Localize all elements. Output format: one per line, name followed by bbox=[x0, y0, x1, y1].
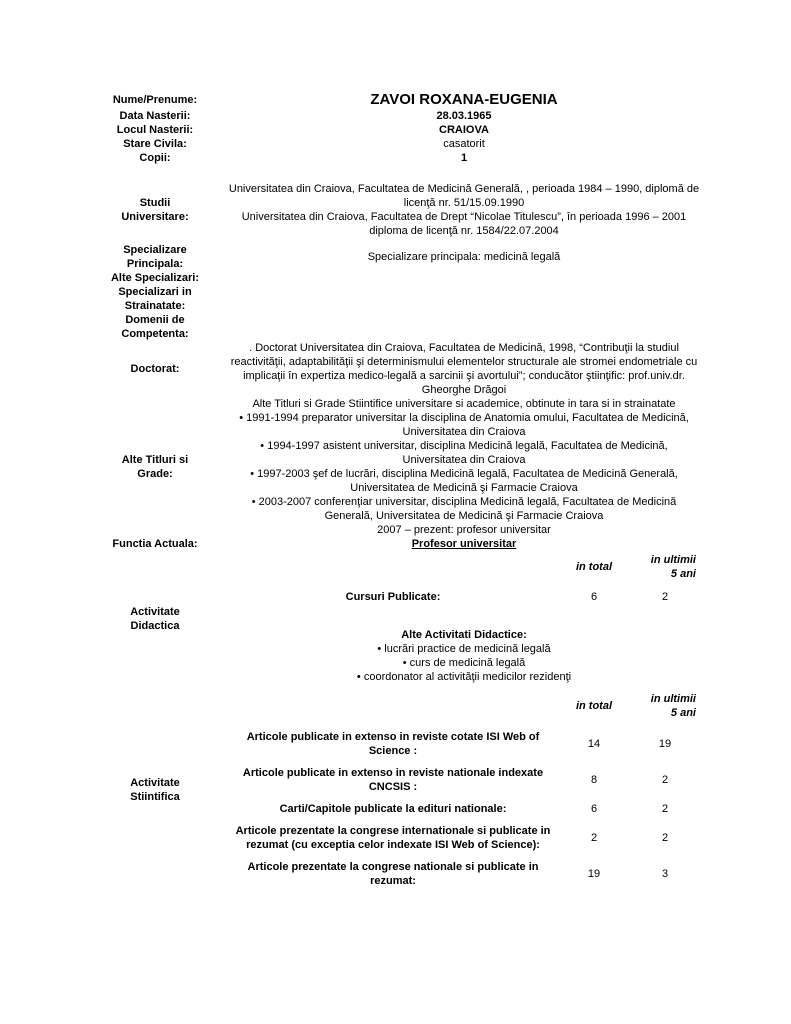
row-doctorat bbox=[95, 341, 700, 397]
label-doctorat: Doctorat: bbox=[130, 363, 180, 375]
label-copii: Copii: bbox=[139, 152, 171, 164]
studii-line-2: Universitatea din Craiova, Facultatea de Drept “Nicolae Titulescu”, în perioada 1996 – 2001 diploma de licenţă nr. 1584/22.07.2004 bbox=[241, 211, 687, 237]
didactica-col-in-ultimii-5-ani: in ultimii 5 ani bbox=[650, 554, 696, 580]
value-specializare-principala: Specializare principala: medicină legală bbox=[367, 251, 561, 263]
articole-isi-last5: 19 bbox=[658, 738, 672, 750]
stat-row-congrese-nationale: Articole prezentate la congrese nationale si publicate in rezumat: 19 3 bbox=[228, 860, 700, 888]
row-functia-actuala bbox=[95, 537, 700, 551]
congrese-internationale-total: 2 bbox=[590, 832, 598, 844]
studii-line-1: Universitatea din Craiova, Facultatea de Medicină Generală, , perioada 1984 – 1990, diplomă de licenţă nr. 51/15.09.1990 bbox=[228, 183, 700, 209]
cv-document bbox=[95, 91, 700, 888]
row-activitate-didactica bbox=[95, 553, 700, 684]
alte-activitati-bullet-3: • coordonator al activităţii medicilor rezidenţi bbox=[228, 670, 700, 684]
value-studii-universitare bbox=[228, 182, 700, 238]
label-data-nasterii: Data Nasterii: bbox=[119, 110, 191, 122]
articole-cncsis-last5: 2 bbox=[661, 774, 669, 786]
row-specializare-principala bbox=[95, 243, 700, 271]
stiintifica-content bbox=[228, 692, 700, 888]
congrese-internationale-last5: 2 bbox=[661, 832, 669, 844]
stat-row-congrese-internationale: Articole prezentate la congrese internationale si publicate in rezumat (cu exceptia celor indexate ISI Web of Science): 2 2 bbox=[228, 824, 700, 852]
stat-row-cursuri-publicate bbox=[228, 590, 700, 604]
stat-row-articole-isi: Articole publicate in extenso in reviste cotate ISI Web of Science : 14 19 bbox=[228, 730, 700, 758]
row-domenii-competenta bbox=[95, 313, 700, 341]
row-activitate-stiintifica bbox=[95, 692, 700, 888]
value-locul-nasterii: CRAIOVA bbox=[439, 124, 489, 136]
value-doctorat: . Doctorat Universitatea din Craiova, Facultatea de Medicină, 1998, “Contribuţii la studiul reactivităţii, adaptabilităţii şi determinismului elementelor structurale ale stromei endometriale cu implicaţii în expertiza medico-legală a sarcinii şi avortului”; conducător ştiinţific: prof.univ.dr. Gheorghe Drăgoi bbox=[230, 342, 698, 396]
titluri-heading: Alte Titluri si Grade Stiintifice universitare si academice, obtinute in tara si in strainatate bbox=[252, 398, 676, 410]
row-alte-specializari bbox=[95, 271, 700, 285]
value-copii: 1 bbox=[460, 152, 468, 164]
titluri-bullet-1: • 1991-1994 preparator universitar la disciplina de Anatomia omului, Facultatea de Medicină, Universitatea din Craiova bbox=[228, 411, 700, 439]
titluri-bullet-4: • 2003-2007 conferenţiar universitar, disciplina Medicină legală, Facultatea de Medicină Generală, Universitatea de Medicină şi Farmacie Craiova bbox=[228, 495, 700, 523]
didactica-table-header bbox=[228, 553, 700, 581]
congrese-nationale-last5: 3 bbox=[661, 868, 669, 880]
cursuri-publicate-last5: 2 bbox=[661, 591, 669, 603]
stiintifica-col-in-ultimii-5-ani: in ultimii 5 ani bbox=[650, 693, 696, 719]
carti-capitole-total: 6 bbox=[590, 803, 598, 815]
didactica-col-in-total: in total bbox=[575, 561, 613, 573]
articole-isi-total: 14 bbox=[587, 738, 601, 750]
articole-cncsis-total: 8 bbox=[590, 774, 598, 786]
label-domenii-competenta: Domenii de Competenta: bbox=[121, 314, 189, 340]
row-stare-civila bbox=[95, 137, 700, 151]
cursuri-publicate-total: 6 bbox=[590, 591, 598, 603]
stat-row-carti-capitole: Carti/Capitole publicate la edituri nationale: 6 2 bbox=[228, 802, 700, 816]
label-activitate-didactica: Activitate Didactica bbox=[130, 605, 180, 632]
alte-activitati-bullet-1: • lucrări practice de medicină legală bbox=[228, 642, 700, 656]
label-stare-civila: Stare Civila: bbox=[123, 138, 187, 150]
label-locul-nasterii: Locul Nasterii: bbox=[116, 124, 194, 136]
value-data-nasterii: 28.03.1965 bbox=[436, 110, 492, 122]
value-stare-civila: casatorit bbox=[443, 138, 485, 150]
row-locul-nasterii bbox=[95, 123, 700, 137]
value-functia-actuala: Profesor universitar bbox=[411, 538, 517, 550]
cursuri-publicate-label: Cursuri Publicate: bbox=[345, 591, 441, 603]
row-studii-universitare bbox=[95, 182, 700, 238]
value-nume-prenume: ZAVOI ROXANA-EUGENIA bbox=[370, 91, 558, 108]
titluri-bullet-3: • 1997-2003 şef de lucrări, disciplina Medicină legală, Facultatea de Medicină Generală, Universitatea de Medicină şi Farmacie Craiova bbox=[228, 467, 700, 495]
label-alte-specializari: Alte Specializari: bbox=[110, 272, 200, 284]
alte-activitati-heading: Alte Activitati Didactice: bbox=[401, 629, 527, 641]
label-functia-actuala: Functia Actuala: bbox=[112, 538, 198, 550]
label-activitate-stiintifica: Activitate Stiintifica bbox=[130, 777, 180, 803]
stiintifica-table-header bbox=[228, 692, 700, 720]
stat-row-articole-cncsis: Articole publicate in extenso in reviste nationale indexate CNCSIS : 8 2 bbox=[228, 766, 700, 794]
titluri-footer: 2007 – prezent: profesor universitar bbox=[377, 524, 551, 536]
label-nume-prenume: Nume/Prenume: bbox=[112, 94, 198, 106]
label-alte-titluri-grade: Alte Titluri si Grade: bbox=[121, 454, 189, 480]
row-data-nasterii bbox=[95, 109, 700, 123]
stiintifica-col-in-total: in total bbox=[575, 700, 613, 712]
row-copii bbox=[95, 151, 700, 165]
label-studii-universitare: Studii Universitare: bbox=[121, 197, 189, 223]
label-specializari-strainatate: Specializari in Strainatate: bbox=[118, 286, 192, 312]
titluri-bullet-2: • 1994-1997 asistent universitar, disciplina Medicină legală, Facultatea de Medicină, Universitatea din Craiova bbox=[228, 439, 700, 467]
didactica-content bbox=[228, 553, 700, 684]
value-alte-titluri-grade bbox=[228, 397, 700, 537]
alte-activitati-bullet-2: • curs de medicină legală bbox=[228, 656, 700, 670]
row-alte-titluri-grade bbox=[95, 397, 700, 537]
label-specializare-principala: Specializare Principala: bbox=[123, 244, 187, 270]
row-specializari-strainatate bbox=[95, 285, 700, 313]
congrese-nationale-total: 19 bbox=[587, 868, 601, 880]
row-nume-prenume bbox=[95, 91, 700, 109]
carti-capitole-last5: 2 bbox=[661, 803, 669, 815]
